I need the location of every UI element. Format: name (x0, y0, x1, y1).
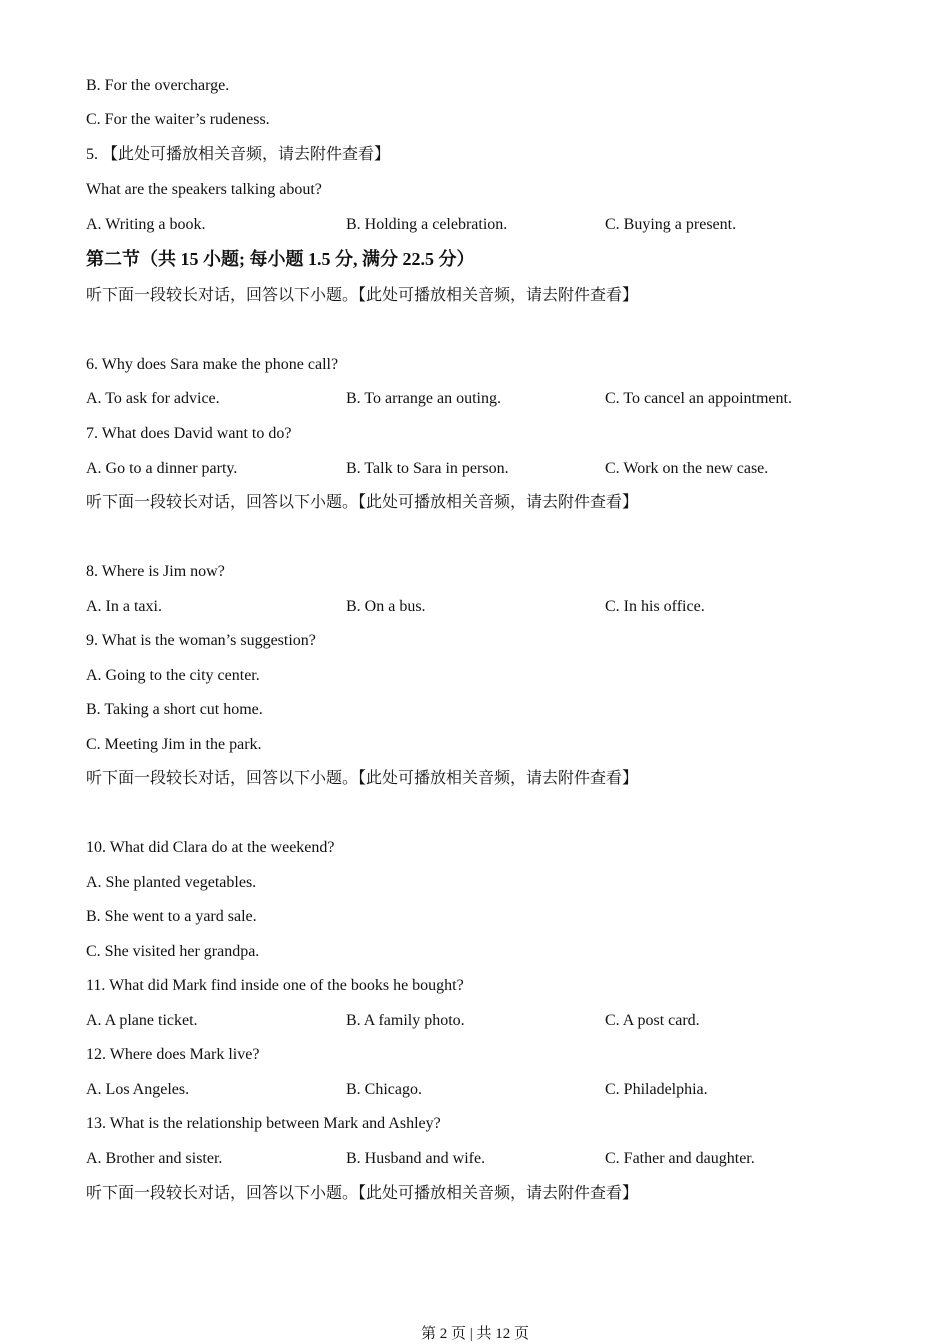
listening-instruction: 听下面一段较长对话，回答以下小题。【此处可播放相关音频，请去附件查看】 (86, 287, 639, 304)
q10-option-b: B. She went to a yard sale. (86, 908, 257, 925)
q7-question: 7. What does David want to do? (86, 425, 292, 442)
q13-option-a: A. Brother and sister. (86, 1150, 223, 1167)
q9-option-c: C. Meeting Jim in the park. (86, 736, 262, 753)
q9-option-a: A. Going to the city center. (86, 667, 260, 684)
q5-option-c: C. Buying a present. (605, 216, 737, 233)
q7-option-a: A. Go to a dinner party. (86, 460, 238, 477)
q5-option-a: A. Writing a book. (86, 216, 206, 233)
q11-option-c: C. A post card. (605, 1012, 700, 1029)
q5-option-b: B. Holding a celebration. (346, 216, 508, 233)
q4-option-b: B. For the overcharge. (86, 77, 230, 94)
q8-option-b: B. On a bus. (346, 598, 426, 615)
q8-option-c: C. In his office. (605, 598, 705, 615)
q12-option-b: B. Chicago. (346, 1081, 422, 1098)
q11-option-a: A. A plane ticket. (86, 1012, 198, 1029)
q8-question: 8. Where is Jim now? (86, 563, 225, 580)
q10-question: 10. What did Clara do at the weekend? (86, 839, 335, 856)
q5-question: What are the speakers talking about? (86, 181, 322, 198)
q12-option-c: C. Philadelphia. (605, 1081, 708, 1098)
q6-option-b: B. To arrange an outing. (346, 390, 501, 407)
q12-question: 12. Where does Mark live? (86, 1046, 260, 1063)
q13-option-c: C. Father and daughter. (605, 1150, 755, 1167)
q6-question: 6. Why does Sara make the phone call? (86, 356, 339, 373)
listening-instruction: 听下面一段较长对话，回答以下小题。【此处可播放相关音频，请去附件查看】 (86, 494, 639, 511)
q7-option-c: C. Work on the new case. (605, 460, 769, 477)
q6-option-c: C. To cancel an appointment. (605, 390, 792, 407)
q13-option-b: B. Husband and wife. (346, 1150, 486, 1167)
q6-option-a: A. To ask for advice. (86, 390, 220, 407)
q10-option-a: A. She planted vegetables. (86, 874, 257, 891)
q9-question: 9. What is the woman’s suggestion? (86, 632, 316, 649)
q7-option-b: B. Talk to Sara in person. (346, 460, 509, 477)
q13-question: 13. What is the relationship between Mark and Ashley? (86, 1115, 441, 1132)
q5-audio-note: 5. 【此处可播放相关音频，请去附件查看】 (86, 146, 391, 163)
q10-option-c: C. She visited her grandpa. (86, 943, 260, 960)
listening-instruction: 听下面一段较长对话，回答以下小题。【此处可播放相关音频，请去附件查看】 (86, 1185, 639, 1202)
q4-option-c: C. For the waiter’s rudeness. (86, 111, 270, 128)
q12-option-a: A. Los Angeles. (86, 1081, 190, 1098)
q11-question: 11. What did Mark find inside one of the books he bought? (86, 977, 464, 994)
q8-option-a: A. In a taxi. (86, 598, 162, 615)
q9-option-b: B. Taking a short cut home. (86, 701, 263, 718)
page-footer: 第 2 页 | 共 12 页 (420, 1326, 529, 1342)
q11-option-b: B. A family photo. (346, 1012, 465, 1029)
listening-instruction: 听下面一段较长对话，回答以下小题。【此处可播放相关音频，请去附件查看】 (86, 770, 639, 787)
section2-heading: 第二节（共 15 小题; 每小题 1.5 分, 满分 22.5 分） (86, 249, 475, 269)
